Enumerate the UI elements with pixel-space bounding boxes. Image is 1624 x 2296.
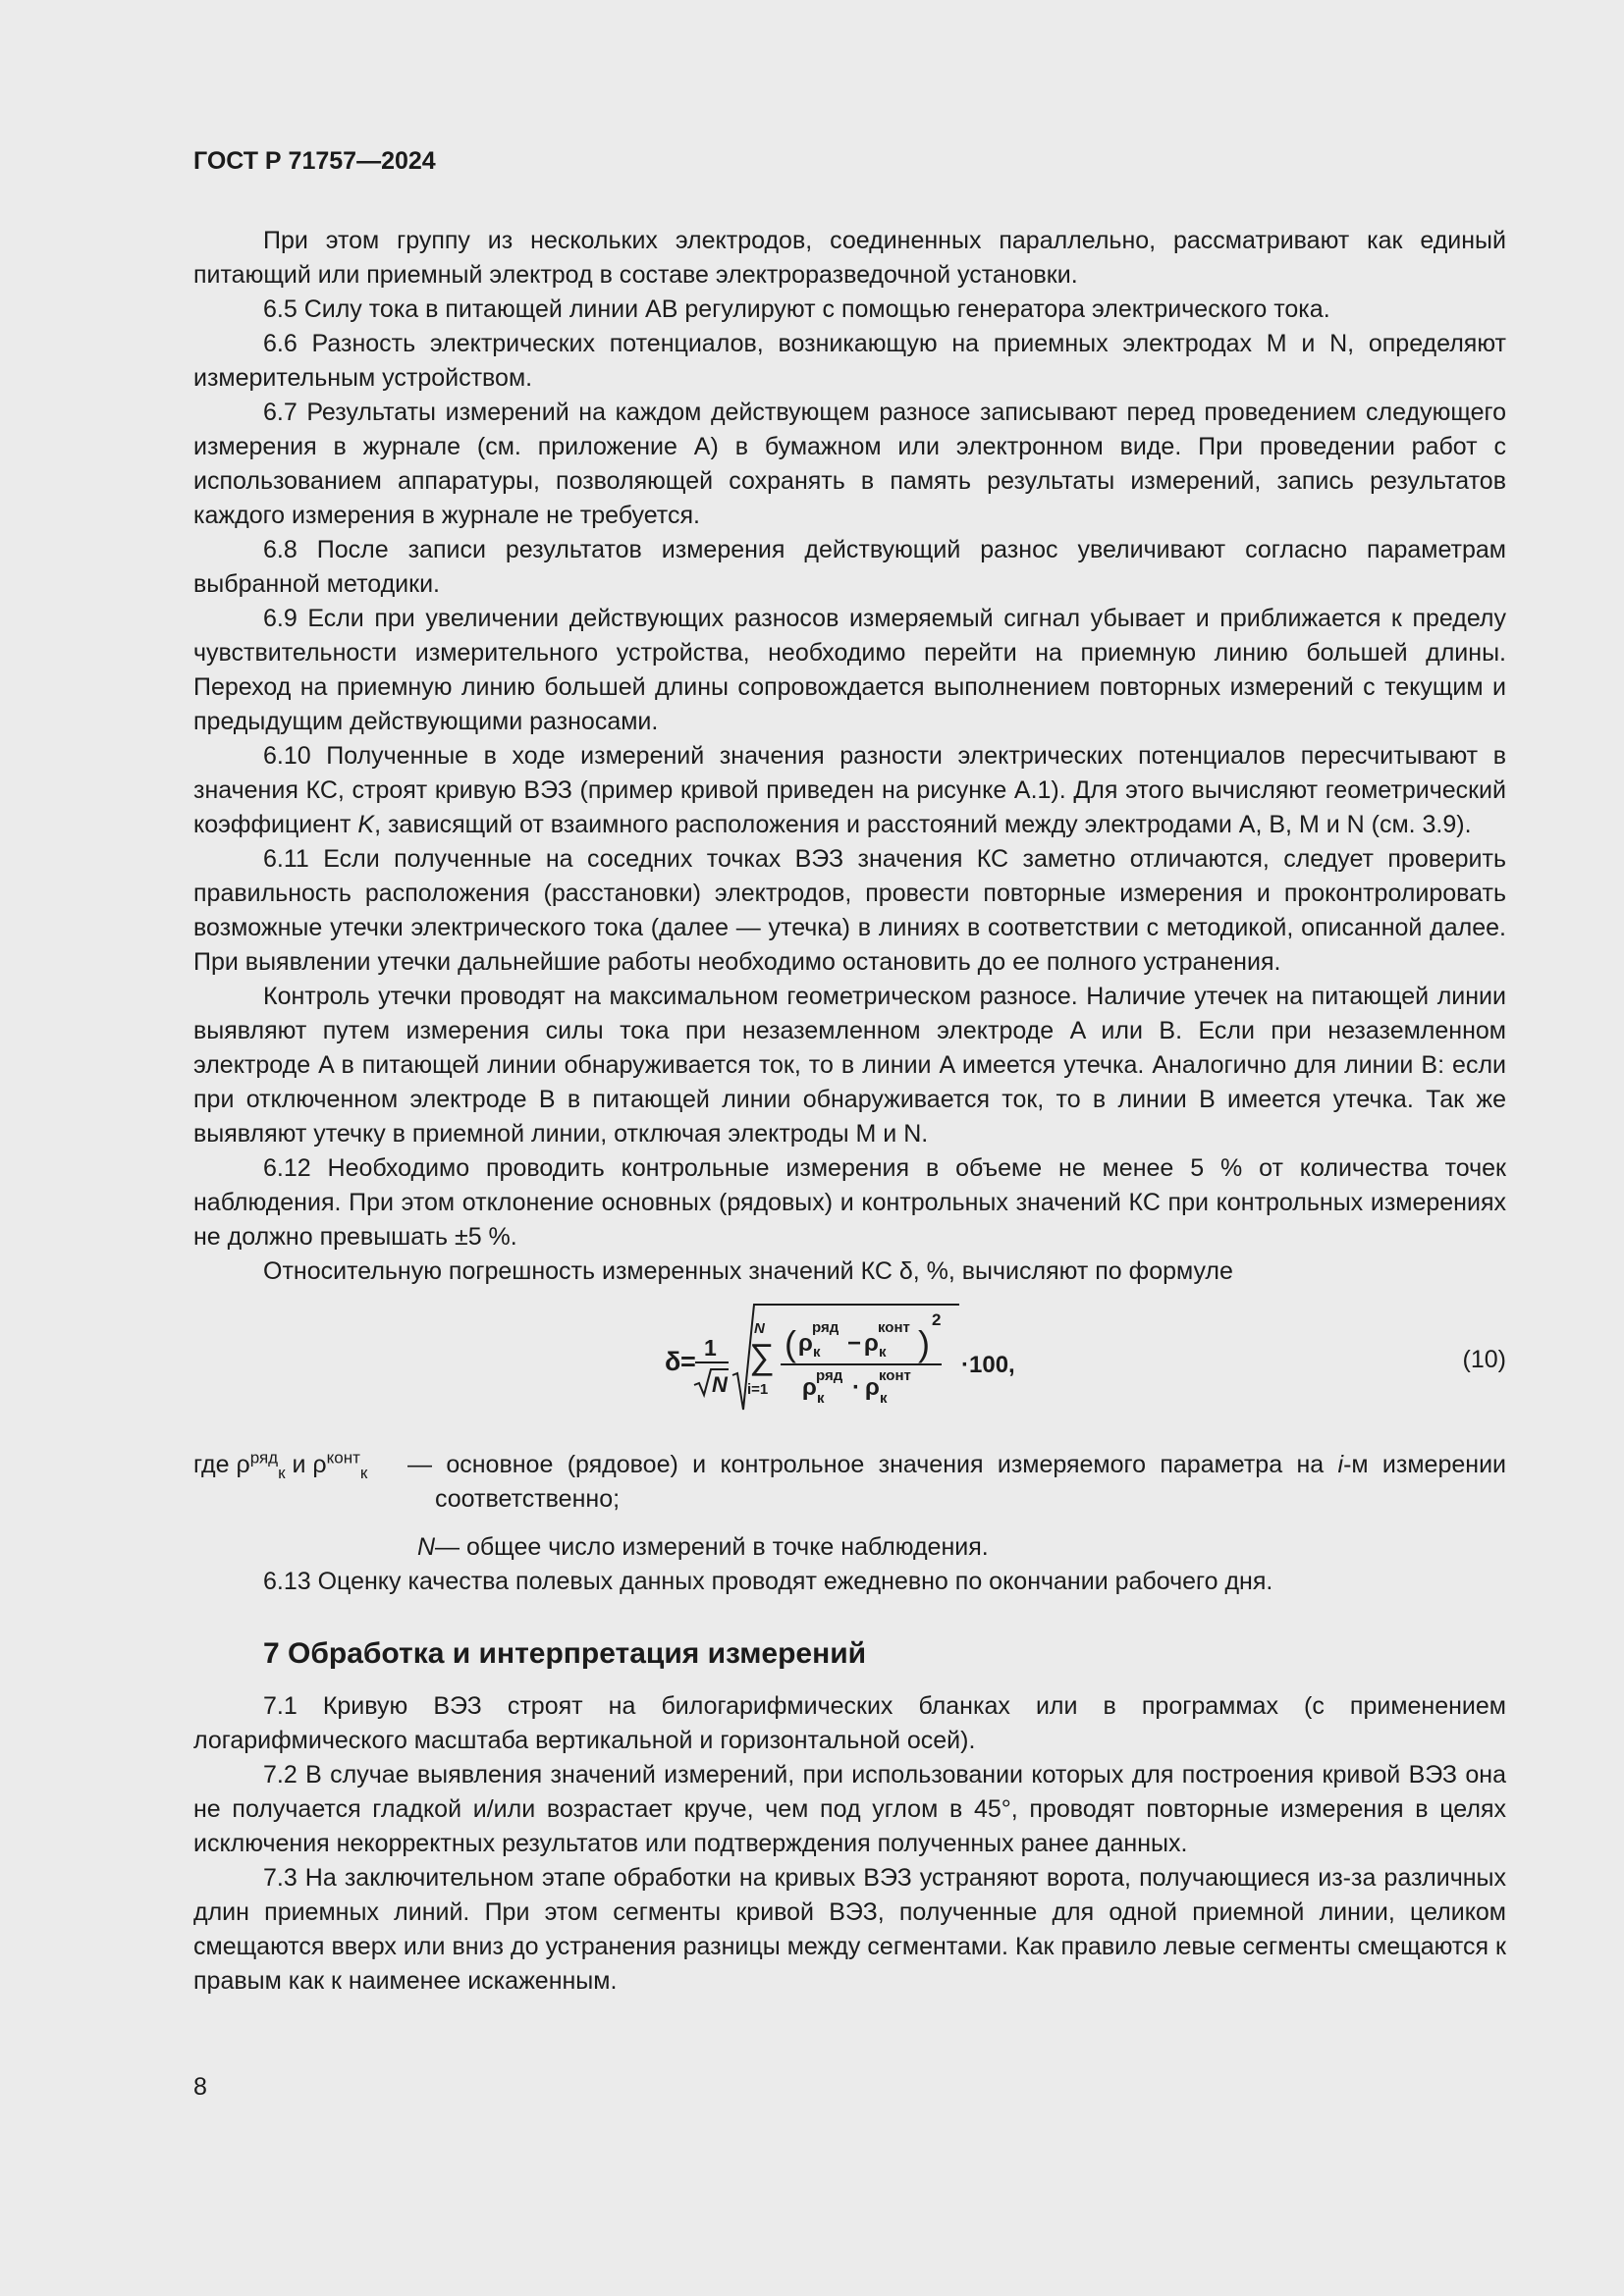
minus-sign: − (847, 1330, 862, 1357)
square-exponent: 2 (932, 1310, 942, 1329)
paragraph-6-12: 6.12 Необходимо проводить контрольные измерения в объеме не менее 5 % от количества точек наблюдения. При этом отклонение основных (рядовых) и контрольных значений КС при контрольных измерениях не должно превышать ±5 %. (193, 1154, 1506, 1251)
section-7-heading: 7 Обработка и интерпретация измерений (263, 1637, 867, 1670)
paragraph-6-11: 6.11 Если полученные на соседних точках ВЭЗ значения КС заметно отличаются, следует проверить правильность расположения (расстановки) электродов, провести повторные измерения и проконтролировать возможные утечки электрического тока (далее — утечка) в линиях в соответствии с методикой, описанной далее. При выявлении утечки дальнейшие работы необходимо остановить до ее полного устранения. (193, 845, 1506, 976)
formula-legend-n (193, 1530, 1506, 1565)
denom-dot: · (852, 1374, 860, 1401)
variable-n: N (416, 1533, 435, 1561)
variable-i: i (1337, 1451, 1344, 1478)
formula-graphic (665, 1297, 1254, 1424)
denom-rho-ctrl: ρ (865, 1374, 880, 1401)
formula-10 (193, 1297, 1506, 1424)
formula-equals: = (680, 1347, 696, 1376)
rho-sup-ctrl: конт (326, 1448, 360, 1468)
legend-n-description: — общее число измерений в точке наблюдения. (435, 1533, 989, 1561)
left-paren: ( (785, 1323, 796, 1363)
document-header: ГОСТ Р 71757—2024 (193, 147, 436, 175)
rho-ctrl-sup: конт (878, 1319, 910, 1336)
paragraph-7-3: 7.3 На заключительном этапе обработки на кривых ВЭЗ устраняют ворота, получающиеся из-за различных длин приемных линий. При этом сегменты кривой ВЭЗ, полученные для одной приемной линии, целиком смещаются вверх или вниз до устранения разницы между сегментами. Как правило левые сегменты смещаются к правым как к наименее искаженным. (193, 1864, 1506, 1995)
formula-one: 1 (704, 1335, 717, 1361)
times-100: ·100, (961, 1352, 1015, 1378)
page-number: 8 (193, 2073, 207, 2101)
text: — основное (рядовое) и контрольное значения измеряемого параметра на (407, 1451, 1338, 1478)
rho-row-symbol: ρ (798, 1330, 813, 1357)
rho-symbol: ρ (236, 1451, 250, 1478)
rho-row-sub: к (813, 1344, 821, 1361)
paragraph-formula-intro: Относительную погрешность измеренных значений КС δ, %, вычисляют по формуле (263, 1257, 1233, 1285)
legend-n-label (193, 1530, 435, 1565)
paragraph-6-6: 6.6 Разность электрических потенциалов, возникающую на приемных электродах M и N, определяют измерительным устройством. (193, 330, 1506, 392)
denom-row-sup: ряд (816, 1367, 843, 1384)
legend-label (193, 1448, 407, 1517)
paragraph-6-5: 6.5 Силу тока в питающей линии AB регулируют с помощью генератора электрического тока. (263, 295, 1330, 323)
rho-ctrl-sub: к (879, 1344, 887, 1361)
right-paren: ) (918, 1323, 930, 1363)
where-prefix: где (193, 1451, 230, 1478)
rho-sub-k: к (278, 1464, 286, 1482)
sum-upper-n: N (754, 1320, 765, 1337)
paragraph-leak-control: Контроль утечки проводят на максимальном геометрическом разносе. Наличие утечек на питающей линии выявляют путем измерения силы тока при незаземленном электроде A или B. Если при незаземленном электроде A в питающей линии обнаруживается ток, то в линии A имеется утечка. Аналогично для линии B: если при отключенном электроде B в питающей линии обнаруживается ток, то в линии B имеется утечка. Так же выявляют утечку в приемной линии, отключая электроды M и N. (193, 983, 1506, 1148)
denom-ctrl-sub: к (880, 1390, 888, 1407)
conjunction: и (292, 1451, 306, 1478)
sqrt-n: N (712, 1372, 728, 1397)
sum-lower-index: i=1 (747, 1381, 769, 1398)
document-body (193, 224, 1506, 1999)
text: 6.10 Полученные в ходе измерений значения разности электрических потенциалов пересчитывают в значения КС, строят кривую ВЭЗ (пример кривой приведен на рисунке А.1). Для этого вычисляют геометрический коэффициент (193, 742, 1506, 838)
paragraph-6-7: 6.7 Результаты измерений на каждом действующем разносе записывают перед проведением следующего измерения в журнале (см. приложение А) в бумажном или электронном виде. При проведении работ с использованием аппаратуры, позволяющей сохранять в память результаты измерений, запись результатов каждого измерения в журнале не требуется. (193, 399, 1506, 529)
rho-sup-row: ряд (249, 1448, 279, 1468)
formula-delta: δ (665, 1347, 681, 1376)
denom-ctrl-sup: конт (879, 1367, 911, 1384)
paragraph-6-13: 6.13 Оценку качества полевых данных проводят ежедневно по окончании рабочего дня. (263, 1568, 1273, 1595)
paragraph-7-2: 7.2 В случае выявления значений измерений, при использовании которых для построения кривой ВЭЗ она не получается гладкой и/или возрастает круче, чем под углом в 45°, проводят повторные измерения в целях исключения некорректных результатов или подтверждения полученных ранее данных. (193, 1761, 1506, 1857)
equation-number: (10) (1462, 1346, 1506, 1373)
rho-row-sup: ряд (812, 1319, 839, 1336)
sum-sign: ∑ (749, 1336, 775, 1376)
paragraph-6-10 (193, 739, 1506, 842)
text: , зависящий от взаимного расположения и расстояний между электродами A, B, M и N (см. 3.9). (374, 811, 1472, 838)
paragraph-6-8: 6.8 После записи результатов измерения действующий разнос увеличивают согласно параметрам выбранной методики. (193, 536, 1506, 598)
text: -м измерении соответственно; (435, 1451, 1506, 1513)
rho-symbol: ρ (312, 1451, 327, 1478)
paragraph-7-1: 7.1 Кривую ВЭЗ строят на билогарифмических бланках или в программах (с применением логарифмического масштаба вертикальной и горизонтальной осей). (193, 1692, 1506, 1754)
legend-description (407, 1448, 1506, 1517)
paragraph-6-9: 6.9 Если при увеличении действующих разносов измеряемый сигнал убывает и приближается к пределу чувствительности измерительного устройства, необходимо перейти на приемную линию большей длины. Переход на приемную линию большей длины сопровождается выполнением повторных измерений с текущим и предыдущим действующими разносами. (193, 605, 1506, 735)
formula-legend-rho (193, 1448, 1506, 1517)
paragraph: При этом группу из нескольких электродов, соединенных параллельно, рассматривают как единый питающий или приемный электрод в составе электроразведочной установки. (193, 227, 1506, 289)
variable-k: K (357, 811, 375, 838)
rho-sub-k: к (359, 1464, 368, 1482)
denom-rho-row: ρ (802, 1374, 817, 1401)
denom-row-sub: к (817, 1390, 825, 1407)
rho-ctrl-symbol: ρ (864, 1330, 879, 1357)
